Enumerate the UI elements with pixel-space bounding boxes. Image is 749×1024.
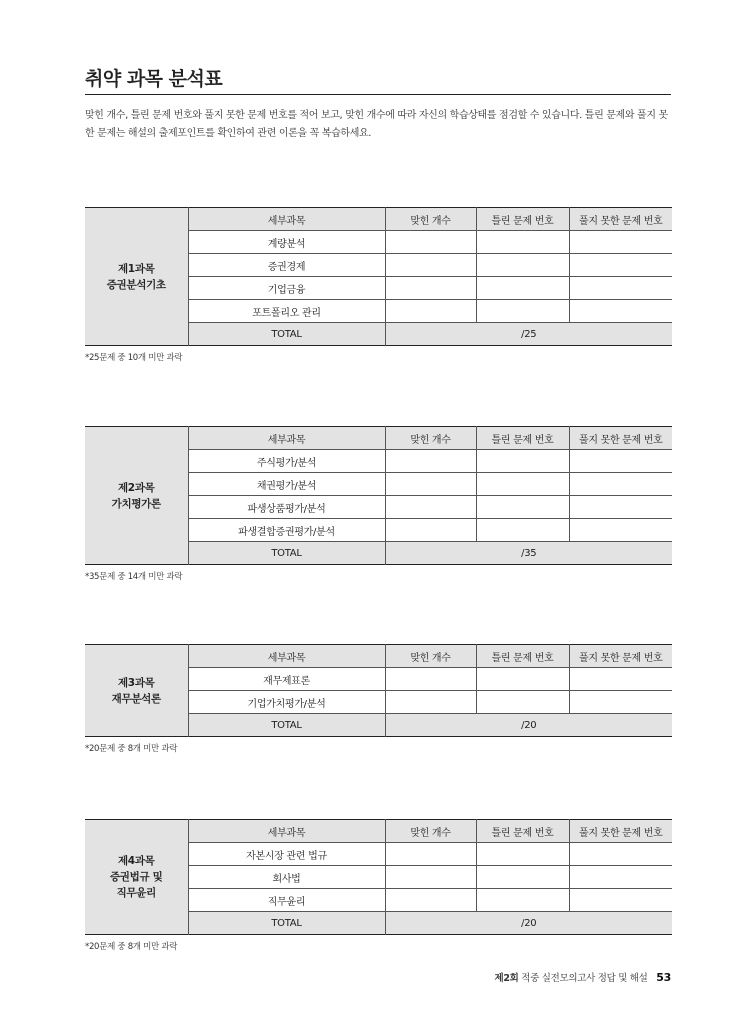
column-header-wrong: 틀린 문제 번호	[476, 645, 569, 668]
total-score: /20	[385, 714, 672, 737]
subtopic-label: 기업금융	[188, 277, 385, 300]
correct-count-field[interactable]	[385, 843, 476, 866]
subject-name: 증권법규 및	[109, 871, 163, 883]
subject-number: 제4과목	[117, 855, 155, 867]
correct-count-field[interactable]	[385, 231, 476, 254]
unsolved-numbers-field[interactable]	[569, 889, 672, 912]
wrong-numbers-field[interactable]	[476, 668, 569, 691]
wrong-numbers-field[interactable]	[476, 519, 569, 542]
fail-note: *20문제 중 8개 미만 과락	[85, 744, 178, 754]
total-label: TOTAL	[188, 912, 385, 935]
unsolved-numbers-field[interactable]	[569, 473, 672, 496]
column-header-subtopic: 세부과목	[188, 427, 385, 450]
column-header-correct: 맞힌 개수	[385, 820, 476, 843]
subtopic-label: 파생결합증권평가/분석	[188, 519, 385, 542]
footer-text: 적중 실전모의고사 정답 및 해설	[521, 973, 648, 984]
correct-count-field[interactable]	[385, 450, 476, 473]
unsolved-numbers-field[interactable]	[569, 496, 672, 519]
wrong-numbers-field[interactable]	[476, 277, 569, 300]
unsolved-numbers-field[interactable]	[569, 519, 672, 542]
subject-cell	[85, 427, 188, 565]
column-header-subtopic: 세부과목	[188, 820, 385, 843]
wrong-numbers-field[interactable]	[476, 691, 569, 714]
subtopic-label: 주식평가/분석	[188, 450, 385, 473]
total-score: /20	[385, 912, 672, 935]
subject-number: 제1과목	[117, 262, 155, 275]
subtopic-label: 계량분석	[188, 231, 385, 254]
total-score: /35	[385, 542, 672, 565]
column-header-unsolved: 풀지 못한 문제 번호	[569, 427, 672, 450]
correct-count-field[interactable]	[385, 519, 476, 542]
total-label: TOTAL	[188, 323, 385, 346]
column-header-correct: 맞힌 개수	[385, 427, 476, 450]
subtopic-label: 재무제표론	[188, 668, 385, 691]
wrong-numbers-field[interactable]	[476, 450, 569, 473]
page-number: 53	[656, 971, 671, 984]
wrong-numbers-field[interactable]	[476, 866, 569, 889]
subject-cell	[85, 645, 188, 737]
analysis-table	[85, 644, 672, 737]
correct-count-field[interactable]	[385, 866, 476, 889]
subtopic-label: 증권경제	[188, 254, 385, 277]
subtopic-label: 포트폴리오 관리	[188, 300, 385, 323]
correct-count-field[interactable]	[385, 496, 476, 519]
table-header-row	[85, 208, 672, 231]
column-header-wrong: 틀린 문제 번호	[476, 820, 569, 843]
subject-cell	[85, 208, 188, 346]
subject-cell	[85, 820, 188, 935]
column-header-correct: 맞힌 개수	[385, 645, 476, 668]
wrong-numbers-field[interactable]	[476, 473, 569, 496]
unsolved-numbers-field[interactable]	[569, 691, 672, 714]
table-header-row	[85, 645, 672, 668]
subtopic-label: 파생상품평가/분석	[188, 496, 385, 519]
column-header-wrong: 틀린 문제 번호	[476, 208, 569, 231]
subject-name: 증권분석기초	[106, 278, 166, 291]
correct-count-field[interactable]	[385, 691, 476, 714]
analysis-table	[85, 426, 672, 565]
unsolved-numbers-field[interactable]	[569, 277, 672, 300]
unsolved-numbers-field[interactable]	[569, 866, 672, 889]
column-header-correct: 맞힌 개수	[385, 208, 476, 231]
correct-count-field[interactable]	[385, 473, 476, 496]
page-footer	[494, 970, 671, 984]
subject-section	[85, 426, 672, 582]
analysis-table	[85, 819, 672, 935]
wrong-numbers-field[interactable]	[476, 254, 569, 277]
intro-text: 맞힌 개수, 틀린 문제 번호와 풀지 못한 문제 번호를 적어 보고, 맞힌 개수에 따라 자신의 학습상태를 점검할 수 있습니다. 틀린 문제와 풀지 못한 문제는 해설의 출제포인트를 확인하여 관련 이론을 꼭 복습하세요.	[85, 110, 668, 139]
subtopic-label: 기업가치평가/분석	[188, 691, 385, 714]
subtopic-label: 회사법	[188, 866, 385, 889]
wrong-numbers-field[interactable]	[476, 496, 569, 519]
unsolved-numbers-field[interactable]	[569, 843, 672, 866]
fail-note: *20문제 중 8개 미만 과락	[85, 942, 178, 952]
wrong-numbers-field[interactable]	[476, 843, 569, 866]
subject-name: 가치평가론	[111, 497, 161, 510]
wrong-numbers-field[interactable]	[476, 300, 569, 323]
analysis-table	[85, 207, 672, 346]
unsolved-numbers-field[interactable]	[569, 300, 672, 323]
page-title: 취약 과목 분석표	[85, 64, 671, 95]
subject-section	[85, 207, 672, 363]
unsolved-numbers-field[interactable]	[569, 254, 672, 277]
column-header-unsolved: 풀지 못한 문제 번호	[569, 820, 672, 843]
subject-name-line2: 직무윤리	[116, 887, 156, 899]
column-header-wrong: 틀린 문제 번호	[476, 427, 569, 450]
unsolved-numbers-field[interactable]	[569, 450, 672, 473]
column-header-unsolved: 풀지 못한 문제 번호	[569, 208, 672, 231]
footer-round: 제2회	[494, 973, 519, 984]
correct-count-field[interactable]	[385, 254, 476, 277]
table-header-row	[85, 427, 672, 450]
subtopic-label: 직무윤리	[188, 889, 385, 912]
column-header-unsolved: 풀지 못한 문제 번호	[569, 645, 672, 668]
subject-number: 제3과목	[117, 676, 155, 689]
correct-count-field[interactable]	[385, 277, 476, 300]
table-header-row	[85, 820, 672, 843]
subject-name: 재무분석론	[111, 692, 161, 705]
total-label: TOTAL	[188, 542, 385, 565]
column-header-subtopic: 세부과목	[188, 208, 385, 231]
subject-section	[85, 644, 672, 754]
wrong-numbers-field[interactable]	[476, 889, 569, 912]
total-label: TOTAL	[188, 714, 385, 737]
subtopic-label: 자본시장 관련 법규	[188, 843, 385, 866]
subject-number: 제2과목	[117, 481, 155, 494]
unsolved-numbers-field[interactable]	[569, 231, 672, 254]
correct-count-field[interactable]	[385, 889, 476, 912]
subtopic-label: 채권평가/분석	[188, 473, 385, 496]
subject-section	[85, 819, 672, 952]
fail-note: *35문제 중 14개 미만 과락	[85, 572, 183, 582]
total-score: /25	[385, 323, 672, 346]
wrong-numbers-field[interactable]	[476, 231, 569, 254]
correct-count-field[interactable]	[385, 300, 476, 323]
correct-count-field[interactable]	[385, 668, 476, 691]
unsolved-numbers-field[interactable]	[569, 668, 672, 691]
column-header-subtopic: 세부과목	[188, 645, 385, 668]
fail-note: *25문제 중 10개 미만 과락	[85, 353, 183, 363]
